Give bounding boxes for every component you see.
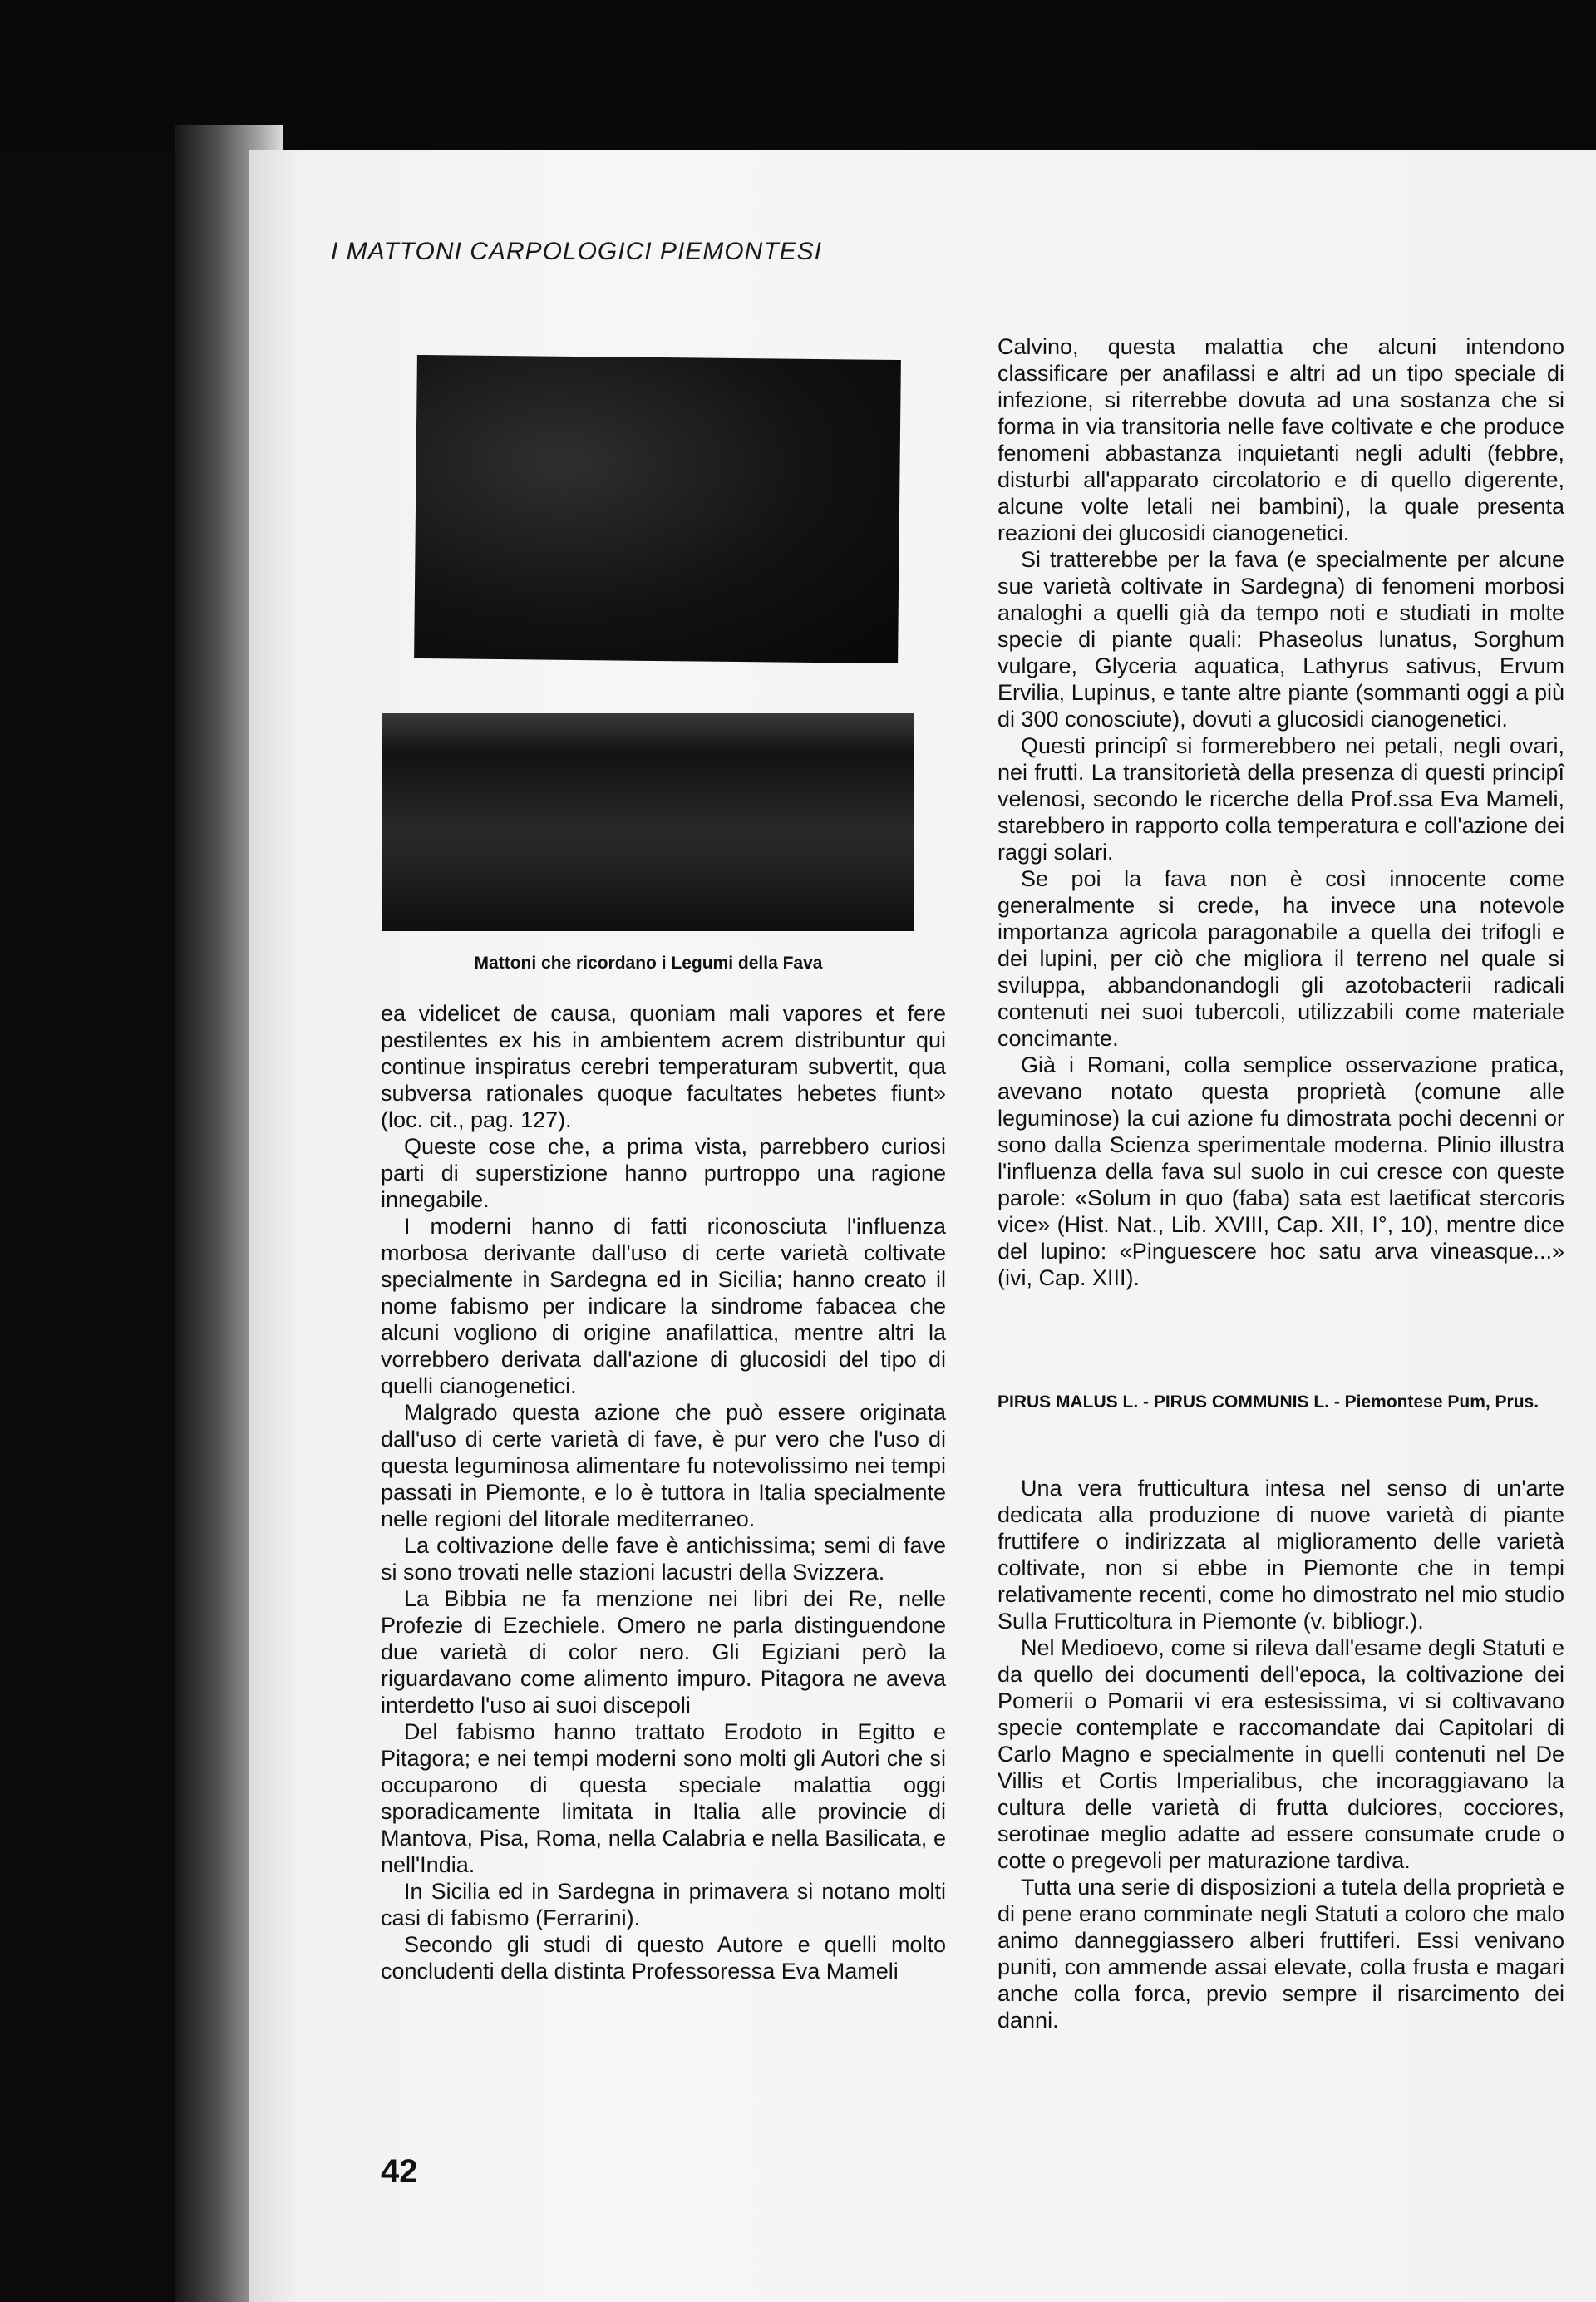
section-title: PIRUS MALUS L. - PIRUS COMMUNIS L. - Piemontese Pum, Prus.: [998, 1393, 1539, 1412]
brick-photo-lower: [382, 713, 914, 931]
right-paragraph: Questi principî si formerebbero nei petali, negli ovari, nei frutti. La transitorietà della presenza di questi principî velenosi, secondo le ricerche della Prof.ssa Eva Mameli, starebbero in rapporto colla temperatura e coll'azione dei raggi solari.: [998, 733, 1564, 865]
left-column: [381, 1000, 946, 1984]
brick-photo-upper: [414, 355, 901, 663]
left-paragraph: La Bibbia ne fa menzione nei libri dei Re, nelle Profezie di Ezechiele. Omero ne parla distinguendone due varietà di color nero. Gli Egiziani però la riguardavano come alimento impuro. Pitagora ne aveva interdetto l'uso ai suoi discepoli: [381, 1586, 946, 1718]
figure-caption: Mattoni che ricordano i Legumi della Fava: [474, 954, 823, 973]
left-paragraph: In Sicilia ed in Sardegna in primavera si notano molti casi di fabismo (Ferrarini).: [381, 1879, 946, 1930]
left-paragraph: Malgrado questa azione che può essere originata dall'uso di certe varietà di fave, è pur vero che l'uso di questa leguminosa alimentare fu notevolissimo nei tempi passati in Piemonte, e lo è tuttora in Italia specialmente nelle regioni del litorale mediterraneo.: [381, 1400, 946, 1531]
section-paragraph: Tutta una serie di disposizioni a tutela della proprietà e di pene erano comminate negli Statuti a coloro che malo animo danneggiassero alberi fruttiferi. Essi venivano puniti, con ammende assai elevate, colla frusta e magari anche colla forca, previo sempre il risarcimento dei danni.: [998, 1875, 1564, 2033]
left-paragraph: I moderni hanno di fatti riconosciuta l'influenza morbosa derivante dall'uso di certe varietà coltivate specialmente in Sardegna ed in Sicilia; hanno creato il nome fabismo per indicare la sindrome fabacea che alcuni vogliono di origine anafilattica, mentre altri la vorrebbero derivata dall'azione di glucosidi del tipo di quelli cianogenetici.: [381, 1214, 946, 1398]
left-paragraph: Secondo gli studi di questo Autore e quelli molto concludenti della distinta Professoressa Eva Mameli: [381, 1932, 946, 1984]
right-column: [998, 333, 1564, 1291]
left-paragraph: La coltivazione delle fave è antichissima; semi di fave si sono trovati nelle stazioni lacustri della Svizzera.: [381, 1533, 946, 1585]
page-number: 42: [381, 2153, 418, 2190]
figure-photo-bricks: [382, 357, 914, 931]
running-head: I MATTONI CARPOLOGICI PIEMONTESI: [331, 238, 822, 265]
right-paragraph: Calvino, questa malattia che alcuni intendono classificare per anafilassi e altri ad un tipo speciale di infezione, si riterrebbe dovuta ad una sostanza che si forma in via transitoria nelle fave coltivate e che produce fenomeni abbastanza inquietanti negli adulti (febbre, disturbi all'apparato circolatorio e di quello digerente, alcune volte letali nei bambini), la quale presenta reazioni dei glucosidi cianogenetici.: [998, 334, 1564, 545]
right-paragraph: Si tratterebbe per la fava (e specialmente per alcune sue varietà coltivate in Sardegna) di fenomeni morbosi analoghi a quelli già da tempo noti e studiati in molte specie di piante quali: Phaseolus lunatus, Sorghum vulgare, Glyceria aquatica, Lathyrus sativus, Ervum Ervilia, Lupinus, e tante altre piante (sommanti oggi a più di 300 conosciute), dovuti a glucosidi cianogenetici.: [998, 547, 1564, 732]
right-paragraph: Se poi la fava non è così innocente come generalmente si crede, ha invece una notevole importanza agricola paragonabile a quella dei trifogli e dei lupini, per ciò che migliora il terreno nel quale si sviluppa, abbandonandogli gli azotobacterii radicali contenuti nei suoi tubercoli, utilizzabili come materiale concimante.: [998, 866, 1564, 1051]
section-paragraph: Una vera frutticultura intesa nel senso di un'arte dedicata alla produzione di nuove varietà di piante fruttifere o indirizzata al miglioramento delle varietà coltivate, non si ebbe in Piemonte che in tempi relativamente recenti, come ho dimostrato nel mio studio Sulla Frutticoltura in Piemonte (v. bibliogr.).: [998, 1476, 1564, 1634]
left-paragraph: Queste cose che, a prima vista, parrebbero curiosi parti di superstizione hanno purtroppo una ragione innegabile.: [381, 1134, 946, 1212]
right-column-section: [998, 1475, 1564, 2033]
right-paragraph: Già i Romani, colla semplice osservazione pratica, avevano notato questa proprietà (comune alle leguminose) la cui azione fu dimostrata pochi decenni or sono dalla Scienza sperimentale moderna. Plinio illustra l'influenza della fava sul suolo in cui cresce con queste parole: «Solum in quo (faba) sata est laetificat stercoris vice» (Hist. Nat., Lib. XVIII, Cap. XII, I°, 10), mentre dice del lupino: «Pinguescere hoc satu arva vineasque...» (ivi, Cap. XIII).: [998, 1052, 1564, 1290]
left-paragraph: ea videlicet de causa, quoniam mali vapores et fere pestilentes ex his in ambientem acrem distribuntur qui continue inspiratus cerebri temperaturam subvertit, qua subversa rationales quoque facultates hebetes fiunt» (loc. cit., pag. 127).: [381, 1001, 946, 1132]
section-paragraph: Nel Medioevo, come si rileva dall'esame degli Statuti e da quello dei documenti dell'epoca, la coltivazione dei Pomerii o Pomarii vi era estesissima, vi si coltivavano specie contemplate e raccomandate dai Capitolari di Carlo Magno e specialmente in quelli contenuti nel De Villis et Cortis Imperialibus, che incoraggiavano la cultura delle varietà di frutta dulciores, cocciores, serotinae meglio adatte ad essere consumate crude o cotte o pregevoli per maturazione tardiva.: [998, 1635, 1564, 1873]
left-paragraph: Del fabismo hanno trattato Erodoto in Egitto e Pitagora; e nei tempi moderni sono molti gli Autori che si occuparono di questa speciale malattia oggi sporadicamente limitata in Italia alle provincie di Mantova, Pisa, Roma, nella Calabria e nella Basilicata, e nell'India.: [381, 1719, 946, 1877]
